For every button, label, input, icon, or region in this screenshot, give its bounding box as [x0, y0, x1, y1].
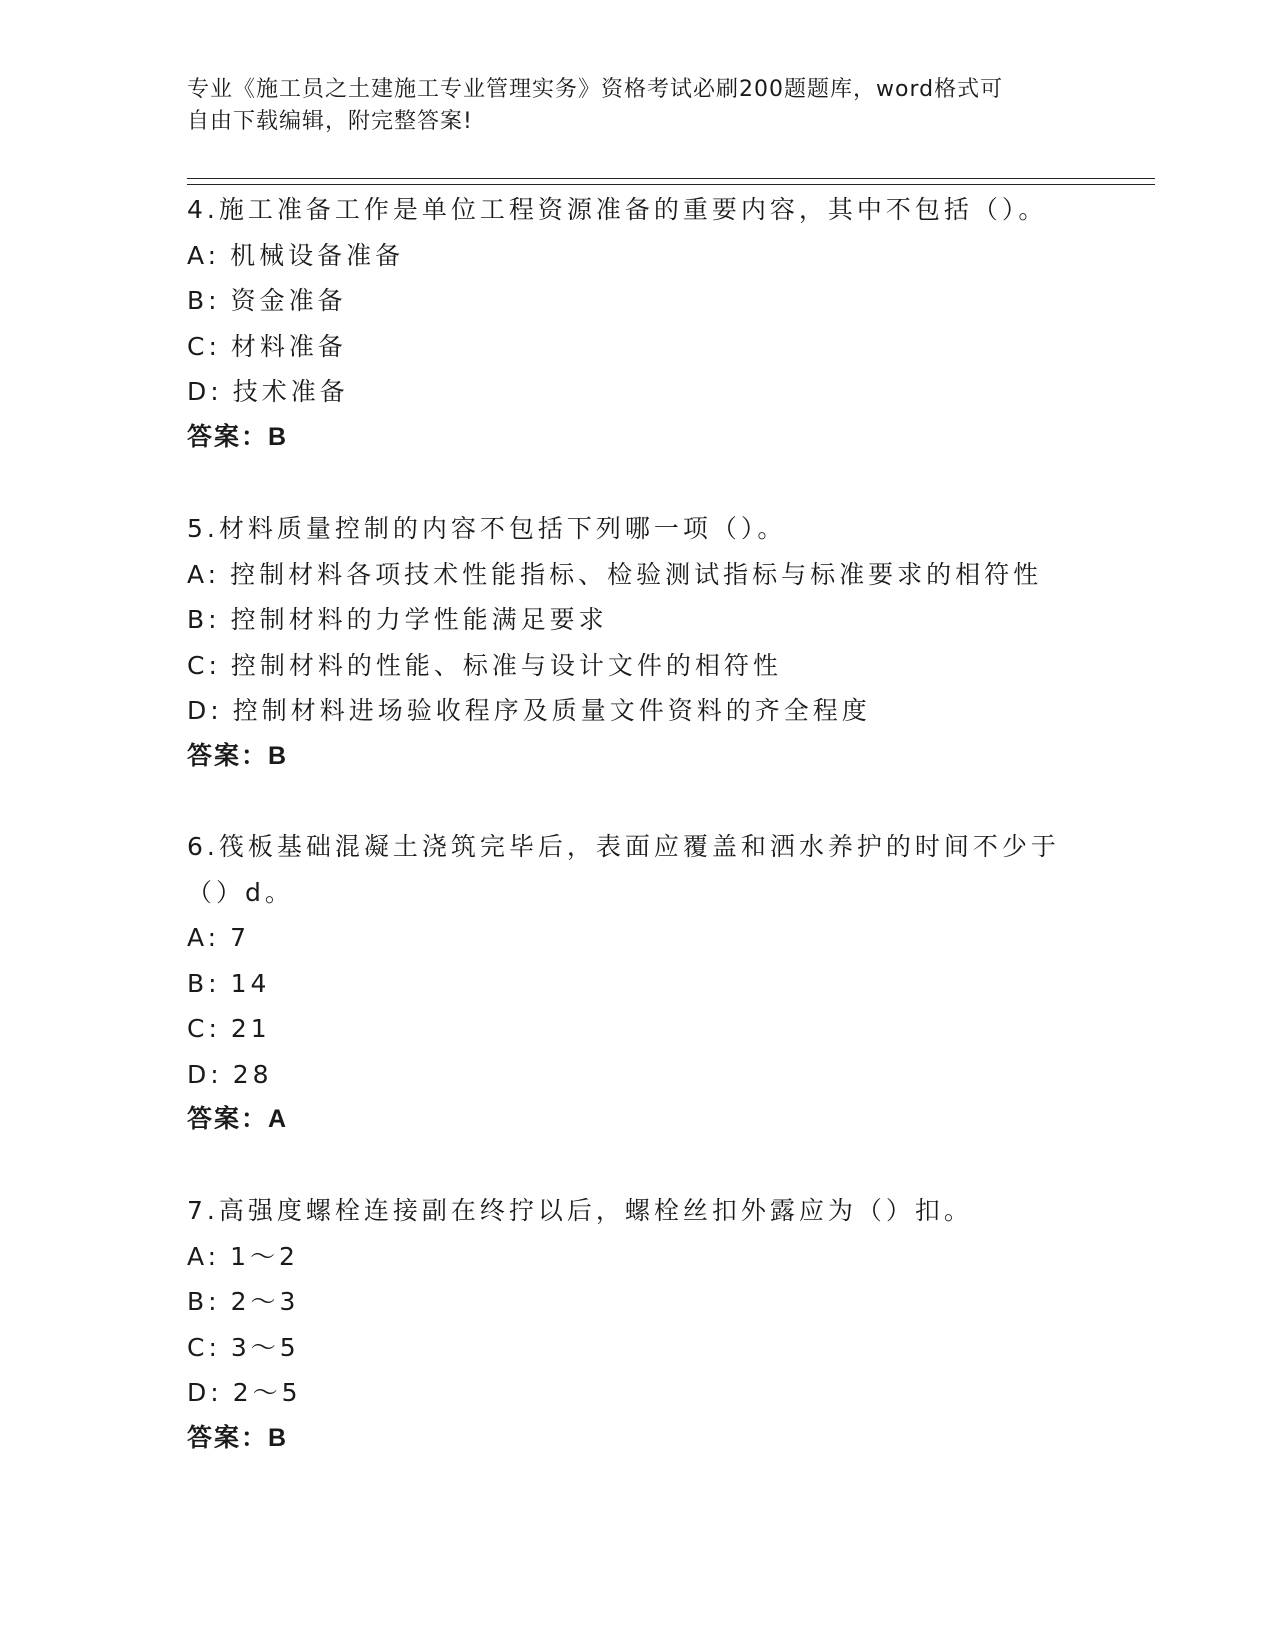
option-text: 资金准备 — [230, 286, 347, 315]
question-stem: 4.施工准备工作是单位工程资源准备的重要内容，其中不包括（）。 — [187, 195, 1048, 224]
option-a — [187, 552, 1087, 598]
option-label: A: — [187, 923, 221, 952]
answer-line: 答案：B — [187, 1423, 289, 1452]
answer-line: 答案：B — [187, 741, 289, 770]
option-text: 3～5 — [230, 1332, 300, 1362]
option-text: 2～5 — [232, 1378, 302, 1407]
option-label: A: — [187, 240, 221, 270]
option-c — [187, 1006, 1087, 1052]
option-label: B: — [187, 1287, 221, 1316]
option-text: 2～3 — [230, 1287, 300, 1316]
option-text: 控制材料进场验收程序及质量文件资料的齐全程度 — [232, 696, 871, 725]
option-label: D: — [187, 1378, 223, 1407]
option-text: 21 — [230, 1014, 271, 1043]
option-b — [187, 961, 1087, 1007]
option-text: 技术准备 — [232, 377, 349, 406]
question-stem-continuation: （）d。 — [187, 877, 294, 907]
option-b — [187, 1279, 1087, 1325]
option-a — [187, 1234, 1087, 1280]
question-block — [187, 1188, 1087, 1461]
option-b — [187, 278, 1087, 324]
option-text: 7 — [230, 923, 250, 952]
option-label: B: — [187, 286, 221, 315]
option-text: 控制材料的性能、标准与设计文件的相符性 — [230, 650, 782, 680]
option-c — [187, 643, 1087, 689]
option-label: A: — [187, 1241, 221, 1271]
option-d — [187, 369, 1087, 415]
option-label: D: — [187, 1059, 223, 1089]
option-text: 14 — [230, 968, 271, 998]
document-header — [187, 74, 1087, 138]
option-label: C: — [187, 1014, 221, 1043]
question-block — [187, 824, 1087, 1143]
option-d — [187, 1052, 1087, 1098]
question-stem: 6.筏板基础混凝土浇筑完毕后，表面应覆盖和洒水养护的时间不少于 — [187, 832, 1060, 861]
option-text: 控制材料的力学性能满足要求 — [230, 605, 608, 634]
option-d — [187, 688, 1087, 734]
answer-line: 答案：B — [187, 422, 289, 451]
option-text: 控制材料各项技术性能指标、检验测试指标与标准要求的相符性 — [230, 559, 1043, 589]
option-label: A: — [187, 559, 221, 589]
option-c — [187, 1325, 1087, 1371]
option-c — [187, 324, 1087, 370]
option-label: B: — [187, 605, 221, 634]
header-divider-top — [187, 178, 1155, 179]
option-d — [187, 1370, 1087, 1416]
option-label: C: — [187, 331, 221, 361]
option-label: C: — [187, 1332, 221, 1362]
header-line-1: 专业《施工员之土建施工专业管理实务》资格考试必刷200题题库，word格式可 — [187, 77, 1004, 102]
option-text: 材料准备 — [230, 331, 347, 361]
option-a — [187, 915, 1087, 961]
answer-line: 答案：A — [187, 1105, 289, 1133]
option-text: 机械设备准备 — [230, 240, 405, 270]
question-block — [187, 187, 1087, 460]
option-a — [187, 233, 1087, 279]
header-divider-bottom — [187, 184, 1155, 185]
question-block — [187, 506, 1087, 779]
option-label: D: — [187, 696, 223, 725]
option-label: B: — [187, 968, 221, 998]
option-b — [187, 597, 1087, 643]
option-text: 28 — [232, 1059, 273, 1089]
option-label: D: — [187, 377, 223, 406]
option-label: C: — [187, 650, 221, 680]
header-line-2: 自由下载编辑，附完整答案! — [187, 109, 473, 134]
question-stem: 5.材料质量控制的内容不包括下列哪一项（）。 — [187, 514, 787, 543]
question-stem: 7.高强度螺栓连接副在终拧以后，螺栓丝扣外露应为（）扣。 — [187, 1196, 973, 1225]
option-text: 1～2 — [230, 1241, 299, 1271]
